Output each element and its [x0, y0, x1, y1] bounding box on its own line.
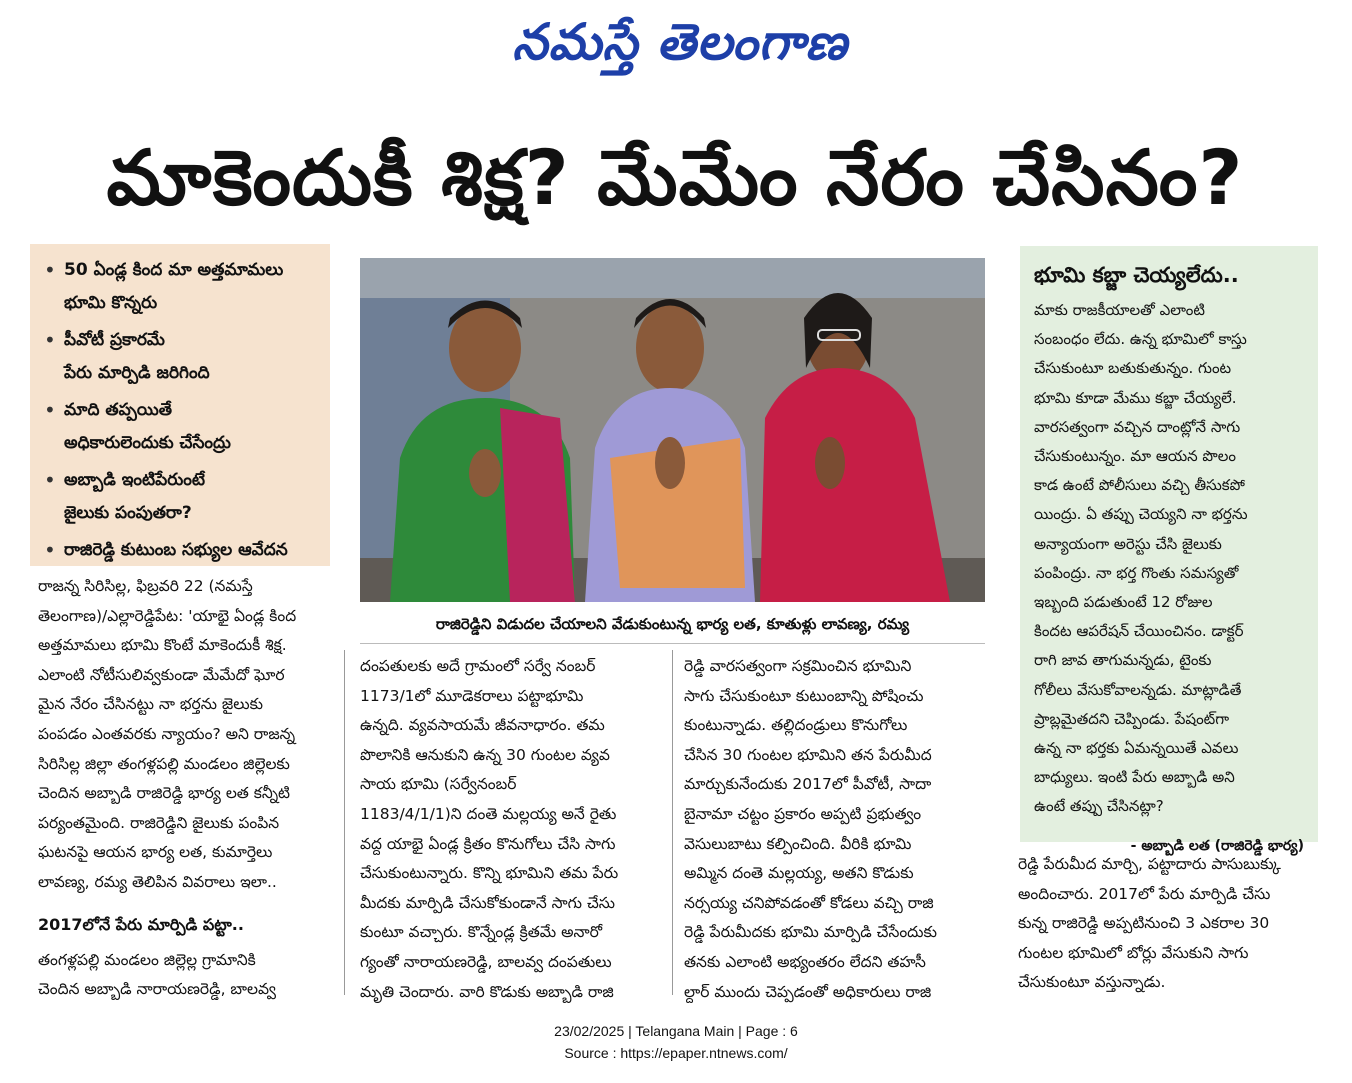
sidebar-text-line: పంపింద్రు. నా భర్త గొంతు సమస్యతో: [1034, 563, 1239, 582]
article-text-line: ఎలాంటి నోటీసులివ్వకుండా మేమేదో ఘోర: [38, 665, 285, 684]
highlights-box: [30, 244, 330, 566]
sidebar-text-line: కిందట ఆపరేషన్ చేయించినం. డాక్టర్: [1034, 622, 1244, 641]
article-text-line: గుంటల భూమిలో బోర్లు వేసుకుని సాగు: [1018, 943, 1249, 962]
bullet-icon: •: [44, 328, 56, 352]
article-text-line: చేసుకుంటున్నారు. కొన్ని భూమిని తమ పేరు: [360, 864, 619, 883]
article-text-line: రెడ్డి పేరుమీదకు భూమి మార్పిడి చేసేందుకు: [684, 923, 937, 942]
article-photo: [360, 258, 985, 602]
article-text-line: 1183/4/1/1)ని దంతె మల్లయ్య అనే రైతు: [360, 804, 617, 823]
article-text-line: ఘటనపై ఆయన భార్య లత, కుమార్తెలు: [38, 843, 273, 862]
article-text-line: తెలంగాణ)/ఎల్లారెడ్డిపేట: 'యాభై ఏండ్ల కింద: [38, 606, 297, 625]
article-text-line: చెందిన అబ్బాడి నారాయణరెడ్డి, బాలవ్వ: [38, 980, 276, 999]
bullet-icon: •: [44, 468, 56, 492]
article-text-line: తనకు ఎలాంటి అభ్యంతరం లేదని తహసీ: [684, 952, 926, 971]
article-text-line: తంగళ్లపల్లి మండలం జిల్లెల్ల గ్రామానికి: [38, 950, 256, 969]
article-text-line: సిరిసిల్ల జిల్లా తంగళ్లపల్లి మండలం జిల్లెలకు: [38, 754, 290, 773]
article-text-line: చెందిన అబ్బాడి రాజిరెడ్డి భార్య లత కన్నీటి: [38, 784, 291, 803]
sidebar-text-line: ప్రాబ్లమైతదని చెప్పిండు. పేషంట్‌గా: [1034, 709, 1230, 728]
article-text-line: లావణ్య, రమ్య తెలిపిన వివరాలు ఇలా..: [38, 872, 277, 891]
sidebar-text-line: బాధ్యులు. ఇంటి పేరు అబ్బాడి అని: [1034, 768, 1235, 787]
article-text-line: మార్చుకునేందుకు 2017లో పీవోటీ, సాదా: [684, 775, 932, 794]
highlight-line: భూమి కొన్నరు: [64, 293, 158, 313]
footer-source: Source : https://epaper.ntnews.com/: [564, 1045, 788, 1061]
article-text-line: ల్దార్ ముందు చెప్పడంతో అధికారులు రాజి: [684, 982, 932, 1001]
highlight-item: [44, 324, 322, 390]
article-text-line: పర్యంతమైంది. రాజిరెడ్డిని జైలుకు పంపిన: [38, 813, 280, 832]
highlight-text: [64, 464, 205, 530]
article-text-line: అందించారు. 2017లో పేరు మార్పిడి చేసు: [1018, 884, 1271, 903]
article-text-line: రెడ్డి వారసత్వంగా సక్రమించిన భూమిని: [684, 657, 912, 675]
highlight-line: అధికారులెందుకు చేసేంద్రు: [64, 433, 231, 453]
sidebar-text-line: రాగి జావ తాగుమన్నడు, టైంకు: [1034, 651, 1212, 670]
article-text-line: గ్యంతో నారాయణరెడ్డి, బాలవ్వ దంపతులు: [360, 952, 612, 971]
sidebar-text-line: చేసుకుంటున్నం. మా ఆయన పొలం: [1034, 447, 1236, 466]
highlight-line: పీవోటీ ప్రకారమే: [64, 330, 165, 350]
bullet-icon: •: [44, 538, 56, 562]
highlight-text: [64, 534, 288, 567]
sidebar-text-line: యింద్రు. ఏ తప్పు చెయ్యని నా భర్తను: [1034, 505, 1248, 524]
article-text-line: ఉన్నది. వ్యవసాయమే జీవనాధారం. తమ: [360, 716, 605, 735]
article-text-line: సాయ భూమి (సర్వేనంబర్: [360, 775, 517, 794]
article-text-line: కున్న రాజిరెడ్డి అప్పటినుంచి 3 ఎకరాల 30: [1018, 914, 1270, 933]
highlight-item: [44, 534, 322, 567]
highlight-line: పేరు మార్పిడి జరిగింది: [64, 363, 210, 383]
sidebar-text-line: భూమి కూడా మేము కబ్జా చేయ్యలే.: [1034, 388, 1237, 407]
article-text-line: కుంటున్నాడు. తల్లిదండ్రులు కొనుగోలు: [684, 716, 908, 735]
highlight-text: [64, 324, 210, 390]
sidebar-text-line: మాకు రాజకీయాలతో ఎలాంటి: [1034, 301, 1205, 319]
sidebar-text-line: ఇబ్బంది పడుతుంటే 12 రోజుల: [1034, 593, 1213, 612]
article-text-line: రాజన్న సిరిసిల్ల, ఫిబ్రవరి 22 (నమస్తే: [38, 577, 253, 595]
photo-illustration: [360, 258, 985, 602]
highlight-text: [64, 254, 283, 320]
highlight-line: అబ్బాడి ఇంటిపేరుంటే: [64, 470, 205, 490]
article-text-line: అమ్మిన దంతె మల్లయ్య, అతని కొడుకు: [684, 864, 914, 883]
highlight-line: 50 ఏండ్ల కింద మా అత్తమామలు: [64, 260, 284, 280]
footer-date-page: 23/02/2025 | Telangana Main | Page : 6: [554, 1023, 798, 1039]
article-text-line: అత్తమామలు భూమి కొంటే మాకెందుకీ శిక్ష.: [38, 636, 287, 655]
article-text-line: పంపడం ఎంతవరకు న్యాయం? అని రాజన్న: [38, 724, 296, 743]
sidebar-title: భూమి కబ్జా చెయ్యలేదు..: [1034, 263, 1239, 287]
article-column-4: [1018, 850, 1320, 998]
article-column-2: [360, 652, 662, 1007]
bullet-icon: •: [44, 258, 56, 282]
article-text-line: 1173/1లో మూడెకరాలు పట్టాభూమి: [360, 686, 584, 705]
article-text-line: పొలానికి ఆనుకుని ఉన్న 30 గుంటల వ్యవ: [360, 745, 610, 764]
article-text-line: మృతి చెందారు. వారి కొడుకు అబ్బాడి రాజి: [360, 982, 614, 1001]
article-text-line: మైన నేరం చేసినట్టు నా భర్తను జైలుకు: [38, 695, 264, 714]
sidebar-text-line: సంబంధం లేదు. ఉన్న భూమిలో కాస్తు: [1034, 330, 1247, 349]
article-text-line: సాగు చేసుకుంటూ కుటుంబాన్ని పోషించు: [684, 686, 924, 705]
sidebar-text-line: కాడ ఉంటే పోలీసులు వచ్చి తీసుకపో: [1034, 476, 1245, 495]
article-column-3: [684, 652, 986, 1007]
sidebar-text-line: ఉన్న నా భర్తకు ఏమన్నయితే ఎవలు: [1034, 739, 1239, 758]
sidebar-text-line: ఉంటే తప్పు చేసినట్లా?: [1034, 797, 1164, 816]
article-text-line: రెడ్డి పేరుమీద మార్చి, పట్టాదారు పాసుబుక్కు: [1018, 855, 1281, 873]
sidebar-quote-box: [1020, 246, 1318, 854]
highlight-item: [44, 464, 322, 530]
sidebar-signature: - అబ్బాడి లత (రాజిరెడ్డి భార్య): [1130, 837, 1304, 854]
sidebar-text-line: గోలీలు వేసుకోవాలన్నడు. మాట్లాడితే: [1034, 680, 1242, 699]
article-subheading: 2017లోనే పేరు మార్పిడి పట్టా..: [38, 914, 244, 934]
highlight-line: జైలుకు పంపుతరా?: [64, 503, 192, 523]
highlight-line: రాజిరెడ్డి కుటుంబ సభ్యుల ఆవేదన: [64, 540, 288, 560]
article-text-line: దంపతులకు అదే గ్రామంలో సర్వే నంబర్: [360, 657, 596, 675]
highlight-item: [44, 394, 322, 460]
photo-caption: రాజిరెడ్డిని విడుదల చేయాలని వేడుకుంటున్న భార్య లత, కూతుళ్లు లావణ్య, రమ్య: [360, 604, 985, 644]
newspaper-masthead: నమస్తే తెలంగాణ: [512, 12, 848, 71]
column-divider: [344, 650, 345, 995]
article-column-1: [38, 572, 330, 1005]
highlight-text: [64, 394, 231, 460]
article-text-line: చేసుకుంటూ వస్తున్నాడు.: [1018, 973, 1166, 992]
highlight-item: [44, 254, 322, 320]
bullet-icon: •: [44, 398, 56, 422]
sidebar-text-line: చేసుకుంటూ బతుకుతున్నం. గుంట: [1034, 359, 1232, 378]
sidebar-text-line: అన్యాయంగా అరెస్టు చేసి జైలుకు: [1034, 534, 1222, 553]
article-headline: మాకెందుకీ శిక్ష? మేమేం నేరం చేసినం?: [106, 133, 1244, 222]
column-divider: [672, 650, 673, 995]
article-text-line: చేసిన 30 గుంటల భూమిని తన పేరుమీద: [684, 745, 932, 764]
highlight-line: మాది తప్పయితే: [64, 400, 172, 420]
article-text-line: నర్సయ్య చనిపోవడంతో కోడలు వచ్చి రాజి: [684, 893, 934, 912]
article-text-line: వద్ద యాభై ఏండ్ల క్రితం కొనుగోలు చేసి సాగు: [360, 834, 616, 853]
article-text-line: వెసులుబాటు కల్పించింది. వీరికి భూమి: [684, 834, 912, 853]
sidebar-body: [1034, 296, 1306, 822]
article-text-line: మీదకు మార్పిడి చేసుకోకుండానే సాగు చేసు: [360, 893, 615, 912]
page-footer: [376, 1020, 976, 1064]
article-text-line: కుంటూ వచ్చారు. కొన్నేండ్ల క్రితమే అనారో: [360, 923, 603, 942]
article-text-line: బైనామా చట్టం ప్రకారం అప్పటి ప్రభుత్వం: [684, 804, 922, 823]
sidebar-text-line: వారసత్వంగా వచ్చిన దాంట్లోనే సాగు: [1034, 417, 1241, 436]
